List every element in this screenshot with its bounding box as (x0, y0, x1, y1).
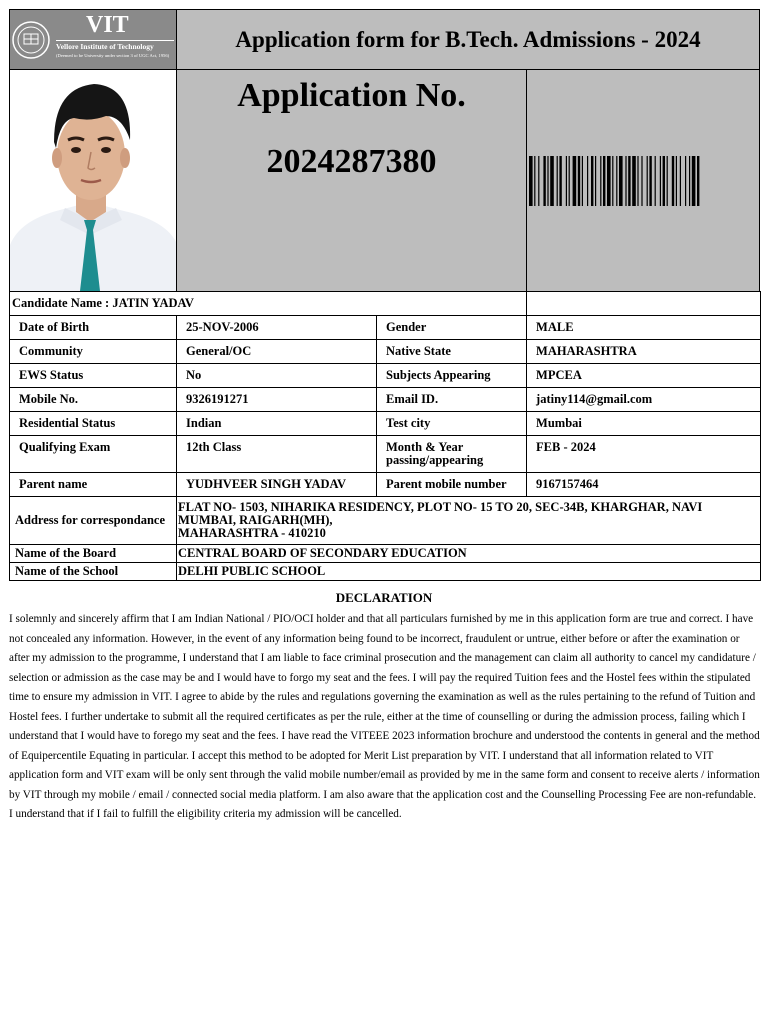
field-value: No (177, 364, 377, 388)
barcode-bar (534, 156, 535, 206)
application-number-label: Application No. (237, 77, 466, 114)
barcode-bar (547, 156, 548, 206)
barcode-bar (647, 156, 648, 206)
field-label: Parent name (10, 473, 177, 497)
declaration-title: DECLARATION (335, 590, 433, 605)
field-label: Native State (377, 340, 527, 364)
barcode-bar (667, 156, 668, 206)
barcode-bar (676, 156, 677, 206)
barcode-bar (641, 156, 642, 206)
barcode-bar (612, 156, 613, 206)
field-value: YUDHVEER SINGH YADAV (177, 473, 377, 497)
barcode-bar (569, 156, 570, 206)
board-value: CENTRAL BOARD OF SECONDARY EDUCATION (177, 545, 761, 563)
application-number-cell (176, 69, 527, 292)
field-value: jatiny114@gmail.com (527, 388, 761, 412)
field-label: Subjects Appearing (377, 364, 527, 388)
school-row (10, 563, 761, 581)
barcode-bar (616, 156, 617, 206)
field-value: 12th Class (177, 436, 377, 473)
barcode-bar (619, 156, 623, 206)
candidate-details-table (9, 291, 761, 581)
barcode-bar (663, 156, 665, 206)
barcode-cell (526, 69, 760, 292)
title-cell (176, 9, 760, 70)
candidate-name: Candidate Name : JATIN YADAV (10, 292, 527, 316)
field-label: Community (10, 340, 177, 364)
school-label: Name of the School (10, 563, 177, 581)
field-label: Gender (377, 316, 527, 340)
field-value: General/OC (177, 340, 377, 364)
field-label: Mobile No. (10, 388, 177, 412)
barcode-bar (689, 156, 690, 206)
barcode-bar (637, 156, 638, 206)
logo-divider (56, 40, 174, 41)
barcode-bar (529, 156, 533, 206)
field-label: Parent mobile number (377, 473, 527, 497)
field-value: MALE (527, 316, 761, 340)
barcode-bar (672, 156, 674, 206)
logo-letters: VIT (86, 12, 129, 38)
detail-row (10, 473, 761, 497)
detail-row (10, 340, 761, 364)
barcode-bar (603, 156, 605, 206)
barcode-bar (578, 156, 580, 206)
barcode-bar (557, 156, 558, 206)
school-value: DELHI PUBLIC SCHOOL (177, 563, 761, 581)
detail-row (10, 316, 761, 340)
barcode-bar (591, 156, 593, 206)
field-value: MAHARASHTRA (527, 340, 761, 364)
barcode-bar (607, 156, 611, 206)
board-row (10, 545, 761, 563)
barcode-bar (660, 156, 661, 206)
barcode-bar (538, 156, 539, 206)
field-label: EWS Status (10, 364, 177, 388)
barcode-bar (559, 156, 561, 206)
form-title: Application form for B.Tech. Admissions - 2024 (235, 27, 701, 52)
barcode-bar (697, 156, 699, 206)
candidate-name-empty-cell (527, 292, 761, 316)
barcode-icon (529, 156, 759, 206)
field-label: Test city (377, 412, 527, 436)
barcode-bar (600, 156, 601, 206)
barcode-bar (587, 156, 588, 206)
field-label: Date of Birth (10, 316, 177, 340)
barcode-bar (655, 156, 656, 206)
candidate-portrait-icon (10, 70, 176, 291)
logo-tagline: (Deemed to be University under section 3 of UGC Act, 1956) (56, 53, 170, 58)
field-value: Mumbai (527, 412, 761, 436)
field-label: Residential Status (10, 412, 177, 436)
candidate-name-row (10, 292, 761, 316)
barcode-bar (625, 156, 626, 206)
barcode-bar (566, 156, 567, 206)
application-number: 2024287380 (266, 143, 437, 180)
address-value (177, 497, 761, 545)
candidate-photo (9, 69, 177, 292)
field-value: MPCEA (527, 364, 761, 388)
barcode-bar (628, 156, 630, 206)
logo-name: Vellore Institute of Technology (56, 42, 154, 51)
address-line2: MAHARASHTRA - 410210 (178, 526, 326, 540)
declaration-text: I solemnly and sincerely affirm that I am Indian National / PIO/OCI holder and that all particulars furnished by me in this application form are true and correct. I have not concealed any information. However, in the event of any information being found to be incorrect, fraudulent or untrue, either before or after the examination or after my admission to the programme, I understand that I am liable to face criminal prosecution and the management can claim all authority to cancel my candidature / selection or admission as the case may be and I would have to forgo my seat and the fees. I will pay the required Tuition fees and the Hostel fees within the stipulated time to ensure my admission in VIT. I agree to abide by the rules and regulations governing the examination as well as the rules pertaining to the refund of Tuition and Hostel fees. I further undertake to submit all the required certificates as per the rule, either at the time of counselling or during the admission process, failing which I understand that I would have to forego my seat and the fees. I have read the VITEEE 2023 information brochure and understood the contents in general and the method of Equipercentile Equating in particular. I accept this method to be adopted for Merit List preparation by VIT. I understand that all information related to VIT application form and VIT exam will be only sent through the valid mobile number/email as provided by me in the same form and consent to receive alerts / information by VIT through my mobile / email / connected social media platform. I am also aware that the application cost and the Counselling Processing Fee are non-refundable. I understand that if I fail to fulfill the eligibility criteria my admission will be cancelled. (9, 613, 760, 820)
field-label: Month & Year passing/appearing (377, 436, 527, 473)
board-label: Name of the Board (10, 545, 177, 563)
detail-row (10, 412, 761, 436)
field-value: Indian (177, 412, 377, 436)
vit-logo (9, 9, 177, 70)
barcode-bar (649, 156, 651, 206)
barcode-bar (632, 156, 636, 206)
barcode-bar (543, 156, 545, 206)
barcode-bar (582, 156, 583, 206)
address-line1: FLAT NO- 1503, NIHARIKA RESIDENCY, PLOT NO- 15 TO 20, SEC-34B, KHARGHAR, NAVI MUMBAI, RAIGARH(MH), (178, 500, 703, 527)
barcode-bar (595, 156, 596, 206)
barcode-bar (685, 156, 686, 206)
barcode-bar (550, 156, 554, 206)
field-value: 9326191271 (177, 388, 377, 412)
field-value: 25-NOV-2006 (177, 316, 377, 340)
field-label: Email ID. (377, 388, 527, 412)
field-value: FEB - 2024 (527, 436, 761, 473)
detail-row (10, 436, 761, 473)
field-label: Qualifying Exam (10, 436, 177, 473)
field-value: 9167157464 (527, 473, 761, 497)
address-label: Address for correspondance (10, 497, 177, 545)
barcode-bar (692, 156, 696, 206)
detail-row (10, 364, 761, 388)
barcode-bar (680, 156, 681, 206)
detail-row (10, 388, 761, 412)
barcode-bar (573, 156, 577, 206)
address-row (10, 497, 761, 545)
